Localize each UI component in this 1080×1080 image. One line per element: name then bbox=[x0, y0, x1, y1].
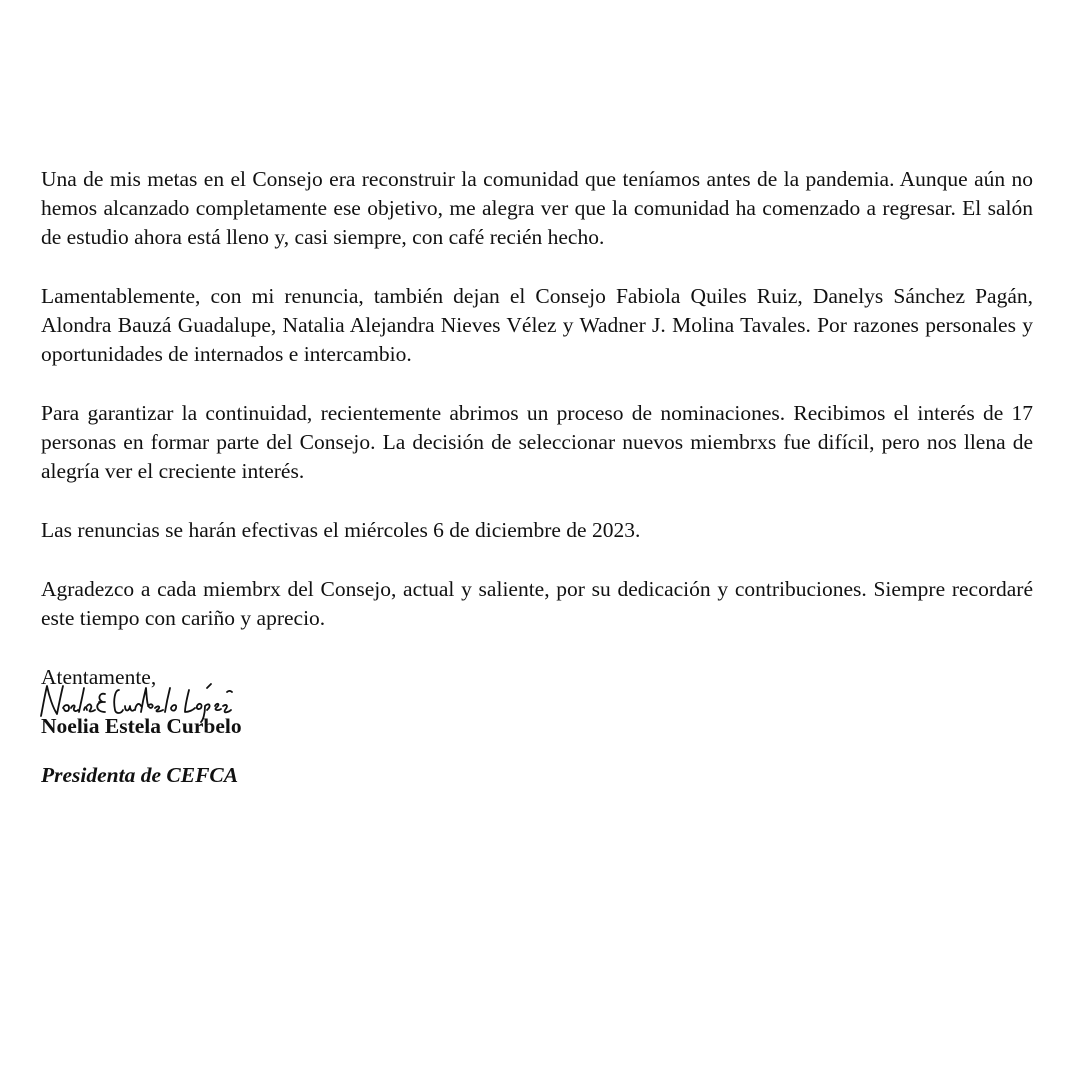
paragraph-community: Una de mis metas en el Consejo era reconstruir la comunidad que teníamos antes de la pandemia. Aunque aún no hemos alcanzado completamente ese objetivo, me alegra ver que la comunidad ha comenzado a regresar. El salón de estudio ahora está lleno y, casi siempre, con café recién hecho. bbox=[41, 167, 1033, 249]
letter-body bbox=[41, 165, 1033, 790]
closing-salutation: Atentamente, bbox=[41, 665, 157, 689]
signer-title: Presidenta de CEFCA bbox=[41, 763, 239, 787]
signer-name: Noelia Estela Curbelo bbox=[41, 714, 242, 738]
handwritten-signature-icon bbox=[35, 680, 245, 724]
paragraph-effective-date: Las renuncias se harán efectivas el miércoles 6 de diciembre de 2023. bbox=[41, 518, 641, 542]
signature bbox=[41, 684, 1033, 722]
paragraph-resignations: Lamentablemente, con mi renuncia, también dejan el Consejo Fabiola Quiles Ruiz, Danelys Sánchez Pagán, Alondra Bauzá Guadalupe, Natalia Alejandra Nieves Vélez y Wadner J. Molina Tavales. Por razones personales y oportunidades de internados e intercambio. bbox=[41, 284, 1033, 366]
paragraph-gratitude: Agradezco a cada miembrx del Consejo, actual y saliente, por su dedicación y contribuciones. Siempre recordaré este tiempo con cariño y aprecio. bbox=[41, 577, 1033, 630]
paragraph-nominations: Para garantizar la continuidad, recientemente abrimos un proceso de nominaciones. Recibimos el interés de 17 personas en formar parte del Consejo. La decisión de seleccionar nuevos miembrxs fue difícil, pero nos llena de alegría ver el creciente interés. bbox=[41, 401, 1033, 483]
